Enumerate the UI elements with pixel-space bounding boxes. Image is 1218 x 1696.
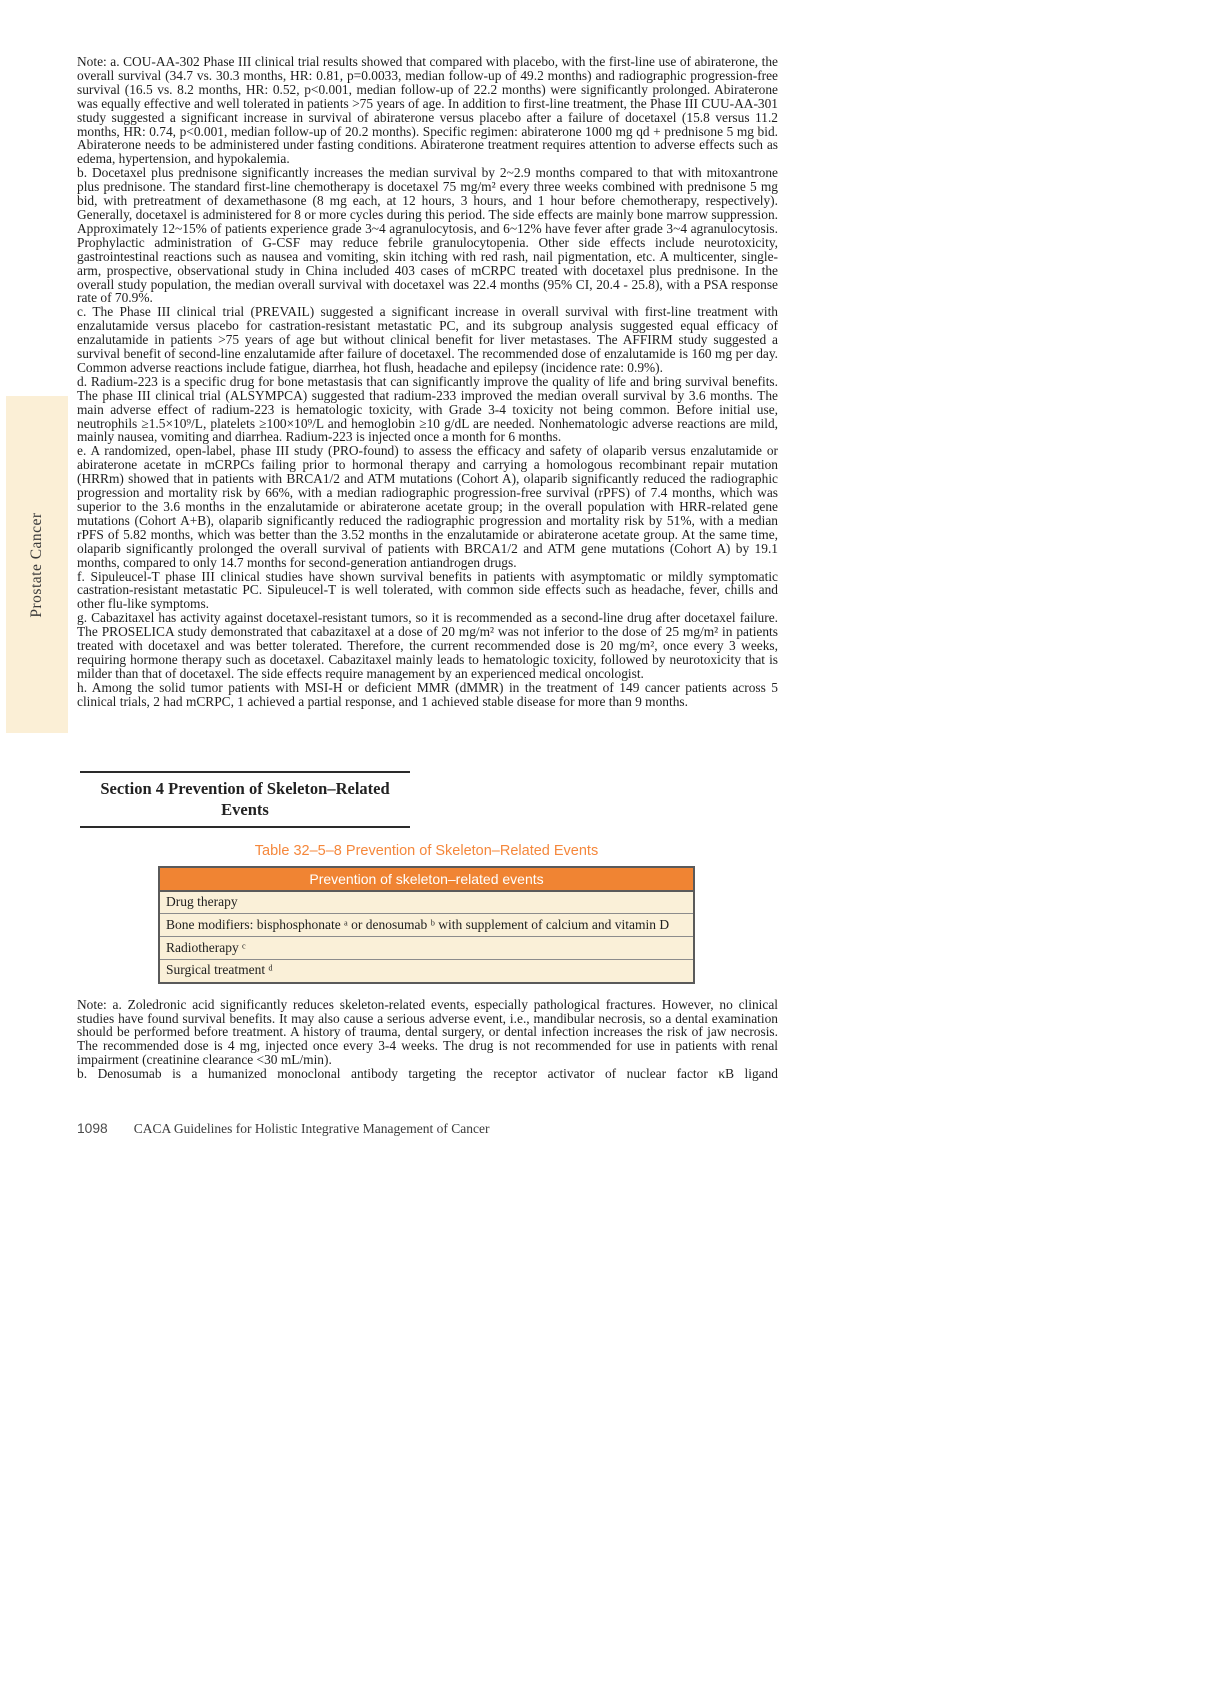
table-note-paragraph-a: Note: a. Zoledronic acid significantly reduces skeleton-related events, especially pathological fractures. However, no clinical studies have found survival benefits. It may also cause a serious adverse event, i.e., mandibular necrosis, so a dental examination should be performed before treatment. A history of trauma, dental surgery, or dental infection increases the risk of jaw necrosis. The recommended dose is 4 mg, injected once every 3-4 weeks. The drug is not recommended for use in patients with renal impairment (creatinine clearance <30 mL/min). [77, 996, 778, 1068]
note-paragraph-g: g. Cabazitaxel has activity against docetaxel-resistant tumors, so it is recommended as a second-line drug after docetaxel failure. The PROSELICA study demonstrated that cabazitaxel at a dose of 20 mg/m² was not inferior to the dose of 25 mg/m² in patients treated with docetaxel and was better tolerated. Therefore, the current recommended dose is 20 mg/m², once every 3 weeks, requiring hormone therapy such as docetaxel. Cabazitaxel mainly leads to hematologic toxicity, followed by neurotoxicity that is milder than that of docetaxel. The side effects require management by an experienced medical oncologist. [77, 610, 778, 681]
chapter-side-tab [6, 396, 68, 733]
table-cell-radiotherapy: Radiotherapy ᶜ [159, 937, 694, 960]
top-notes-block [77, 55, 778, 709]
note-paragraph-h: h. Among the solid tumor patients with MSI-H or deficient MMR (dMMR) in the treatment of 149 cancer patients across 5 clinical trials, 2 had mCRPC, 1 achieved a partial response, and 1 achieved stable disease for more than 9 months. [77, 679, 778, 709]
table-header-row [159, 867, 694, 891]
table-cell-surgical-treatment: Surgical treatment ᵈ [159, 960, 694, 983]
book-title: CACA Guidelines for Holistic Integrative Management of Cancer [133, 1121, 490, 1136]
table-row [159, 891, 694, 914]
table-row [159, 960, 694, 983]
section-heading-line1: Section 4 Prevention of Skeleton–Related [100, 778, 390, 798]
note-paragraph-d: d. Radium-223 is a specific drug for bone metastasis that can significantly improve the quality of life and bring survival benefits. The phase III clinical trial (ALSYMPCA) suggested that radium-233 improved the median overall survival by 3.6 months. The main adverse effect of radium-223 is hematologic toxicity, with Grade 3-4 toxicity not being common. Before initial use, neutrophils ≥1.5×10⁹/L, platelets ≥100×10⁹/L and hemoglobin ≥10 g/dL are needed. Nonhematologic adverse reactions are mild, mainly nausea, vomiting and diarrhea. Radium-223 is injected once a month for 6 months. [77, 373, 778, 445]
section-heading-line2: Events [221, 799, 269, 819]
table-header-cell: Prevention of skeleton–related events [159, 867, 694, 891]
note-paragraph-c: c. The Phase III clinical trial (PREVAIL) suggested a significant increase in overall survival with first-line treatment with enzalutamide versus placebo for castration-resistant metastatic PC, and its subgroup analysis suggested equal efficacy of enzalutamide in patients >75 years of age but without clinical benefit for liver metastases. The AFFIRM study suggested a survival benefit of second-line enzalutamide after failure of docetaxel. The recommended dose of enzalutamide is 160 mg per day. Common adverse reactions include fatigue, diarrhea, hot flush, headache and epilepsy (incidence rate: 0.9%). [77, 304, 778, 375]
note-paragraph-b: b. Docetaxel plus prednisone significantly increases the median survival by 2~2.9 months compared to that with mitoxantrone plus prednisone. The standard first-line chemotherapy is docetaxel 75 mg/m² every three weeks combined with prednisone 5 mg bid, with pretreatment of dexamethasone (8 mg each, at 12 hours, 3 hours, and 1 hour before chemotherapy, respectively). Generally, docetaxel is administered for 8 or more cycles during this period. The side effects are mainly bone marrow suppression. Approximately 12~15% of patients experience grade 3~4 agranulocytosis, and 6~12% have fever after grade 3~4 agranulocytosis. Prophylactic administration of G-CSF may reduce febrile granulocytopenia. Other side effects include neurotoxicity, gastrointestinal reactions such as nausea and vomiting, skin itching with red rash, nail pigmentation, etc. A multicenter, single-arm, prospective, observational study in China included 403 cases of mCRPC treated with docetaxel plus prednisone. In the overall study population, the median overall survival with docetaxel was 22.4 months (95% CI, 20.4 - 25.8), with a PSA response rate of 70.9%. [77, 165, 778, 306]
table-cell-bone-modifiers: Bone modifiers: bisphosphonate ᵃ or denosumab ᵇ with supplement of calcium and vitamin D [159, 914, 694, 937]
page-number: 1098 [77, 1121, 108, 1136]
chapter-side-tab-label: Prostate Cancer [28, 511, 45, 618]
section-heading [80, 771, 410, 828]
prevention-table [158, 866, 695, 984]
note-paragraph-e: e. A randomized, open-label, phase III study (PRO-found) to assess the efficacy and safety of olaparib versus enzalutamide or abiraterone acetate in mCRPCs failing prior to hormonal therapy and carrying a homologous recombinant repair mutation (HRRm) showed that in patients with BRCA1/2 and ATM mutations (Cohort A), olaparib significantly reduced the radiographic progression and mortality risk by 66%, with a median radiographic progression-free survival (rPFS) of 7.4 months, which was superior to the 3.6 months in the enzalutamide or abiraterone acetate group; in the overall population with HRR-related gene mutations (Cohort A+B), olaparib significantly reduced the radiographic progression and mortality risk by 51%, with a median rPFS of 5.82 months, which was better than the 3.52 months in the enzalutamide or abiraterone acetate group. At the same time, olaparib significantly prolonged the overall survival of patients with BRCA1/2 and ATM gene mutations (Cohort A) by 19.1 months, compared to only 14.7 months for second-generation antiandrogen drugs. [77, 443, 778, 570]
note-paragraph-f: f. Sipuleucel-T phase III clinical studies have shown survival benefits in patients with asymptomatic or mildly symptomatic castration-resistant metastatic PC. Sipuleucel-T is well tolerated, with common side effects such as headache, fever, chills and other flu-like symptoms. [77, 568, 778, 612]
table-note-paragraph-b: b. Denosumab is a humanized monoclonal antibody targeting the receptor activator of nuclear factor κB ligand [77, 1066, 778, 1082]
bottom-notes-block [77, 998, 778, 1081]
table-row [159, 914, 694, 937]
table-row [159, 937, 694, 960]
page-footer [77, 1121, 778, 1137]
page-content [77, 55, 778, 1081]
note-paragraph-a: Note: a. COU-AA-302 Phase III clinical trial results showed that compared with placebo, with the first-line use of abiraterone, the overall survival (34.7 vs. 30.3 months, HR: 0.81, p=0.0033, median follow-up of 49.2 months) and radiographic progression-free survival (16.5 vs. 8.2 months, HR: 0.52, p<0.001, median follow-up of 22.2 months) were significantly prolonged. Abiraterone was equally effective and well tolerated in patients >75 years of age. In addition to first-line treatment, the Phase III CUU-AA-301 study suggested a significant increase in survival of abiraterone versus placebo after a failure of docetaxel (15.8 versus 11.2 months, HR: 0.74, p<0.001, median follow-up of 20.2 months). Specific regimen: abiraterone 1000 mg qd + prednisone 5 mg bid. Abiraterone needs to be administered under fasting conditions. Abiraterone treatment requires attention to adverse effects such as edema, hypertension, and hypokalemia. [77, 54, 778, 167]
table-cell-drug-therapy: Drug therapy [159, 891, 694, 914]
table-caption: Table 32–5–8 Prevention of Skeleton–Related Events [254, 842, 599, 859]
